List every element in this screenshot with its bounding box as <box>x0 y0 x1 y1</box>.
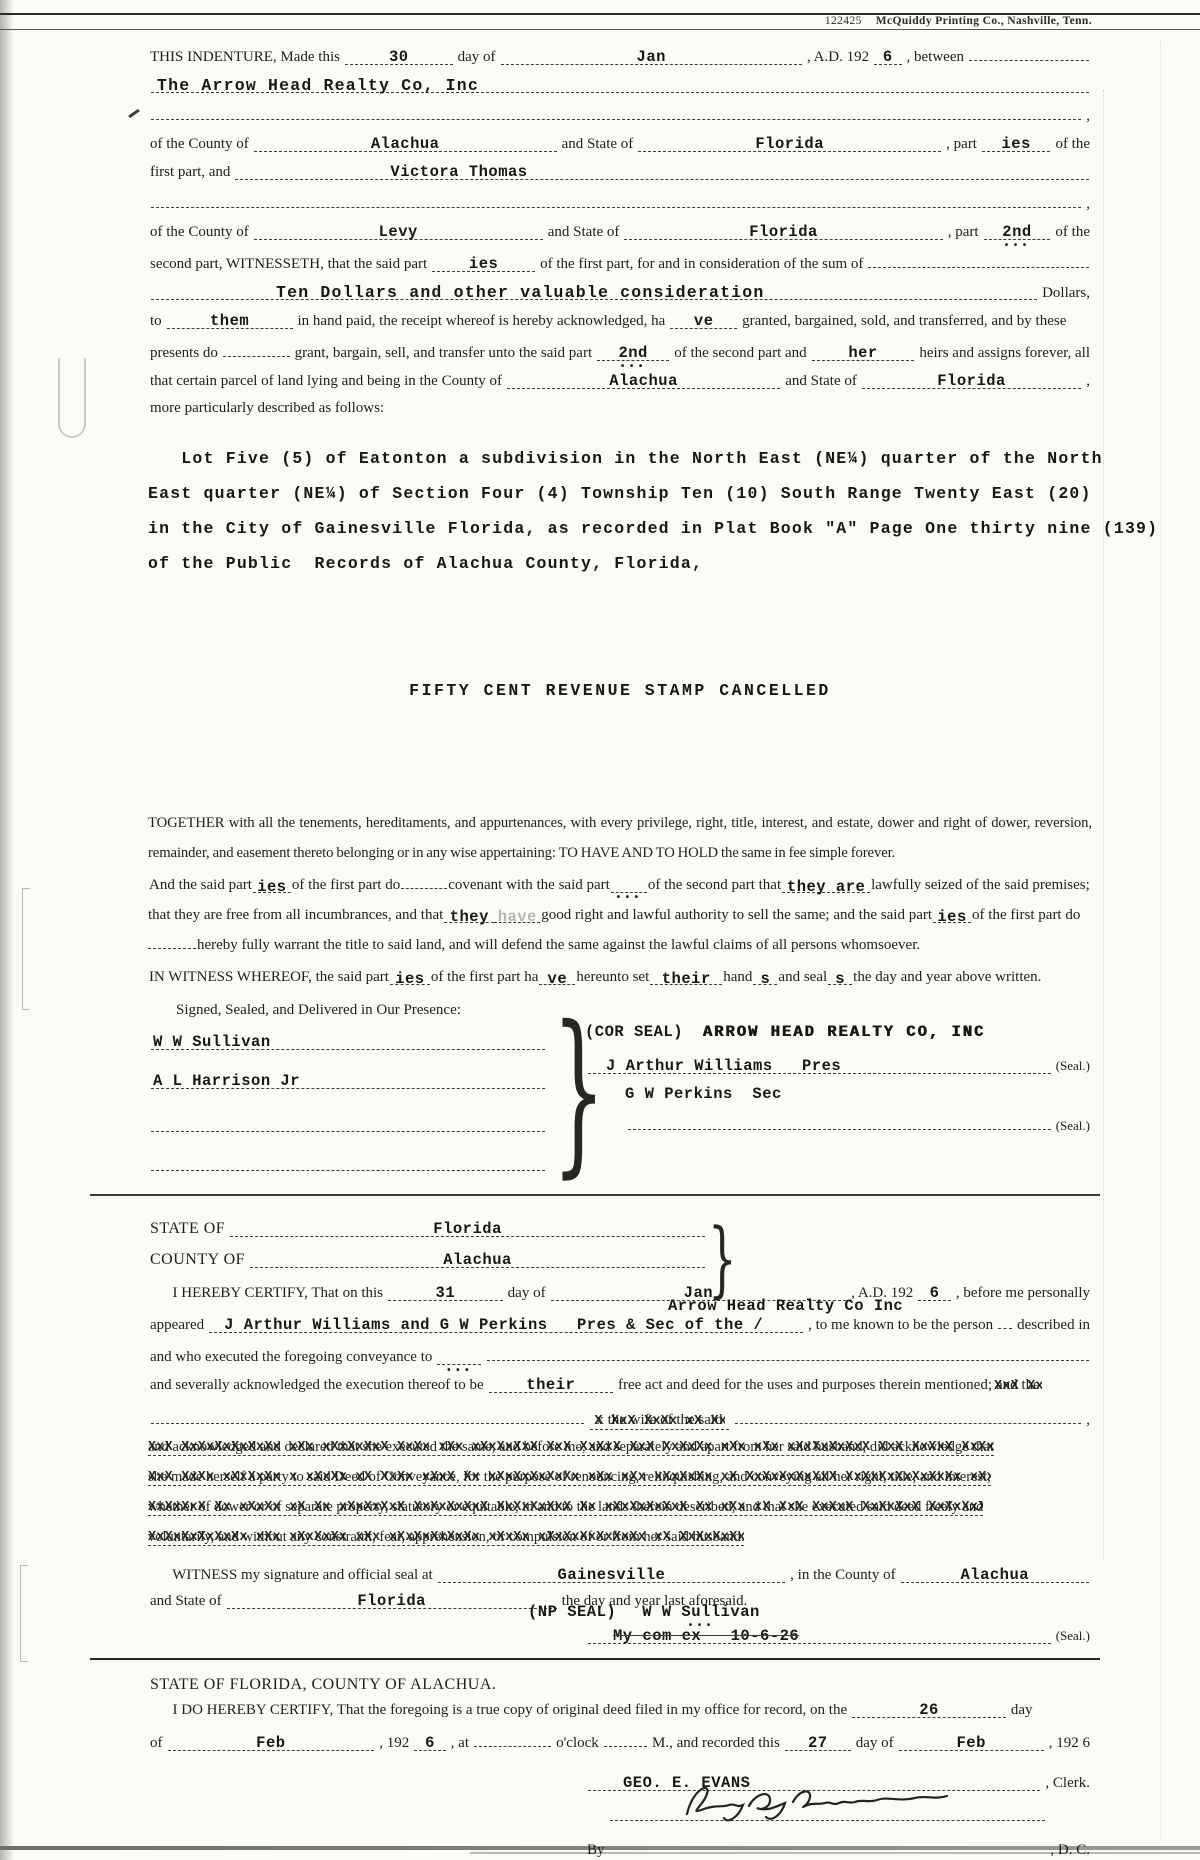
fill-line <box>588 1057 1051 1074</box>
printed-text: covenant with the said part <box>448 877 610 893</box>
indenture-form-section <box>148 44 1092 417</box>
typed-entry: their <box>526 1376 576 1394</box>
typed-entry: they <box>449 908 489 926</box>
typed-entry: them <box>209 312 250 330</box>
printed-text: and State of <box>785 373 857 389</box>
typed-entry: Jan <box>683 1284 714 1302</box>
printed-text: , part <box>947 224 979 240</box>
struck-line <box>148 1439 1092 1460</box>
typed-entry: s <box>760 970 771 988</box>
fill-line <box>235 163 1089 180</box>
description-line: East quarter (NE¼) of Section Four (4) Township Ten (10) South Range Twenty East (20) <box>148 484 1092 503</box>
struck-text: x the wife of the said X XxX XxXx xX XxX XxXx <box>594 1412 724 1429</box>
printed-text: of the County of <box>150 136 249 152</box>
typed-entry: ies <box>395 970 425 988</box>
printed-text: I HEREBY CERTIFY, That on this <box>150 1285 383 1301</box>
fill-line <box>494 908 540 926</box>
printed-text: , 192 6 <box>1048 1735 1090 1751</box>
fill-line <box>933 908 971 926</box>
typed-entry: ies <box>257 878 287 896</box>
fill-line <box>209 1316 803 1333</box>
fill-line <box>151 103 1081 120</box>
form-line <box>148 191 1092 213</box>
typed-entry: (NP SEAL) <box>528 1603 617 1621</box>
printed-text: Dollars, <box>1042 285 1090 301</box>
typed-entry: W W Sullivan ••• <box>642 1604 760 1621</box>
notary-seal-section <box>148 1566 1092 1644</box>
printer-mark <box>825 15 1092 27</box>
printed-text: the day and year last aforesaid. <box>561 1593 748 1609</box>
section-divider-heavy <box>90 1658 1100 1660</box>
printed-text: hereby fully warrant the title to said land, and will defend the same against the lawful claims of all persons whomsoever. <box>197 937 921 953</box>
form-line <box>148 1220 708 1237</box>
description-line: of the Public Records of Alachua County, Florida, <box>148 554 704 573</box>
typed-entry: their <box>661 970 711 988</box>
typed-entry: s <box>835 970 846 988</box>
struck-out-dower-clause <box>148 1439 1092 1550</box>
printed-text: , to me known to be the person <box>808 1317 994 1333</box>
property-description <box>148 441 1159 581</box>
typed-entry: Florida <box>749 223 818 241</box>
typed-entry: 31 <box>435 1284 456 1302</box>
printed-text: grant, bargain, sell, and transfer unto the said part <box>294 345 593 361</box>
scan-artifact-bracket <box>20 1565 28 1662</box>
printed-text: presents do <box>150 345 218 361</box>
typed-entry: (COR SEAL) <box>585 1023 703 1041</box>
printed-text: the day and year above written. <box>853 969 1042 985</box>
fill-line <box>735 1407 1082 1424</box>
typed-entry: The Arrow Head Realty Co, Inc <box>157 76 479 95</box>
fill-line <box>437 1348 481 1365</box>
revenue-stamp-note <box>148 681 1092 700</box>
typed-entry: 6 <box>882 48 893 66</box>
description-line: Lot Five (5) of Eatonton a subdivision in the North East (NE¼) quarter of the North <box>148 449 1103 468</box>
fill-line <box>862 372 1081 389</box>
fill-line <box>432 255 535 272</box>
form-line <box>148 223 1092 241</box>
notary-venue-lines <box>148 1220 708 1268</box>
printed-text: and State of <box>561 136 634 152</box>
printed-text: STATE OF <box>150 1220 226 1237</box>
description-line: in the City of Gainesville Florida, as recorded in Plat Book "A" Page One thirty nine (139) <box>148 519 1159 538</box>
struck-line <box>148 1499 1092 1520</box>
fill-line <box>899 1734 1044 1751</box>
typed-entry: Florida <box>755 135 825 153</box>
printed-text: granted, bargained, sold, and transferred, and by these <box>742 313 1067 329</box>
fill-line <box>254 223 543 240</box>
printed-text: of the first part, for and in consideration of the sum of <box>540 256 864 272</box>
typed-entry: Florida <box>357 1592 426 1610</box>
typed-entry: Alachua <box>960 1566 1030 1584</box>
fill-line <box>812 344 915 361</box>
printed-text: WITNESS my signature and official seal at <box>150 1567 433 1583</box>
typed-entry: ARROW HEAD REALTY CO, INC <box>702 1023 986 1041</box>
typed-entry: her <box>848 344 878 362</box>
printed-text: of the <box>1055 136 1091 152</box>
form-line <box>148 1676 1092 1693</box>
printed-text: , in the County of <box>790 1567 896 1583</box>
typed-entry: Feb <box>256 1734 286 1752</box>
section-divider <box>90 1194 1100 1196</box>
typed-entry: G W Perkins Sec <box>625 1085 782 1103</box>
typed-entry: Alachua <box>370 135 440 153</box>
form-line <box>148 1072 548 1089</box>
printed-text: first part, and <box>150 164 231 180</box>
fill-line <box>610 1804 1046 1821</box>
typed-entry: Florida <box>433 1220 502 1238</box>
fill-line <box>388 1284 503 1301</box>
typed-entry: ve <box>547 970 568 988</box>
brace-glyph: } <box>708 1212 737 1307</box>
form-line <box>585 1113 1092 1134</box>
printed-text: and severally acknowledged the execution thereof to be <box>150 1377 484 1393</box>
fill-line <box>868 251 1089 268</box>
form-line <box>148 1033 548 1050</box>
printed-text: more particularly described as follows: <box>150 400 385 416</box>
form-line <box>148 1627 1092 1644</box>
form-line <box>148 1154 548 1171</box>
printed-text: of the <box>1055 224 1090 240</box>
fill-line <box>253 878 291 896</box>
printed-text: free act and deed for the uses and purposes therein mentioned; <box>617 1377 993 1393</box>
typed-entry: Alachua <box>443 1251 512 1269</box>
printed-text: M., and recorded this <box>651 1735 780 1751</box>
printed-text: , <box>1086 1412 1090 1428</box>
form-line <box>585 1024 1092 1041</box>
fill-line <box>148 948 196 949</box>
fill-line <box>670 312 737 329</box>
printed-text: second part, WITNESSETH, that the said part <box>150 256 428 272</box>
witness-whereof-paragraph <box>148 962 1092 992</box>
fill-line <box>984 223 1051 240</box>
fill-line <box>590 1413 728 1430</box>
fill-line <box>254 135 557 152</box>
typed-entry: ve <box>693 312 714 330</box>
typed-entry: Alachua <box>609 372 678 390</box>
witness-signature-lines <box>148 1033 548 1171</box>
typed-entry: 30 <box>388 48 409 66</box>
typed-entry: W W Sullivan <box>153 1033 271 1051</box>
fill-line <box>223 340 290 357</box>
typed-entry: 2nd ••• <box>1002 224 1031 241</box>
brace-glyph: } <box>552 988 606 1194</box>
printed-text: day <box>1010 1702 1033 1718</box>
form-line <box>148 44 1092 66</box>
printed-text: in hand paid, the receipt whereof is hereby acknowledged, ha <box>297 313 666 329</box>
fill-line <box>227 1592 557 1609</box>
struck-line <box>148 1529 1092 1550</box>
typed-entry: Feb <box>956 1734 986 1752</box>
printed-text: appeared <box>150 1317 205 1333</box>
struck-text: and the XxX XxX <box>994 1377 1042 1394</box>
printed-text: By <box>587 1842 605 1858</box>
form-line <box>148 135 1092 153</box>
grantor-signature-lines <box>585 1024 1092 1134</box>
typed-entry: ies <box>1001 135 1031 153</box>
form-line <box>148 1376 1092 1394</box>
typed-entry: J Arthur Williams and G W Perkins Pres & Sec of the / <box>224 1316 764 1334</box>
printer-name: McQuiddy Printing Co., Nashville, Tenn. <box>875 15 1092 27</box>
printed-text: good right and lawful authority to sell the same; and the said part <box>541 907 933 923</box>
fill-line <box>474 1730 551 1747</box>
printed-text: day of <box>507 1285 546 1301</box>
fill-line <box>151 1407 584 1424</box>
typed-entry: have <box>497 908 537 926</box>
printed-text: and seal <box>778 969 828 985</box>
fill-line <box>874 48 901 65</box>
scan-artifact-clip-mark <box>58 358 86 438</box>
typed-entry: 6 <box>425 1734 435 1752</box>
form-line <box>148 251 1092 273</box>
signature-block <box>148 988 1092 1194</box>
printed-text: heirs and assigns forever, all <box>919 345 1090 361</box>
form-line <box>148 1115 548 1132</box>
clerk-certificate-section <box>148 1676 1092 1859</box>
printed-text: of the County of <box>150 224 249 240</box>
typed-entry: Victora Thomas <box>390 163 528 181</box>
fill-line <box>539 970 575 988</box>
typed-entry: J Arthur Williams Pres <box>606 1057 842 1075</box>
fill-line <box>438 1566 785 1583</box>
fill-line <box>444 908 494 926</box>
printed-text: (Seal.) <box>1055 1628 1090 1643</box>
printed-text: , <box>1086 108 1090 124</box>
witness-heading: Signed, Sealed, and Delivered in Our Presence: <box>176 1002 461 1018</box>
fill-line <box>487 1344 1089 1361</box>
fill-line <box>638 135 941 152</box>
fill-line <box>230 1220 705 1237</box>
form-line <box>148 163 1092 181</box>
printed-text: , before me personally <box>955 1285 1090 1301</box>
form-line <box>148 1344 1092 1366</box>
printed-text: IN WITNESS WHEREOF, the said part <box>149 969 389 985</box>
scan-artifact-fold-line <box>1103 90 1104 1560</box>
fill-line <box>414 1734 445 1751</box>
fill-line <box>151 191 1081 208</box>
printed-text: , Clerk. <box>1045 1775 1090 1791</box>
form-line <box>148 1804 1092 1859</box>
printed-text: , A.D. 192 <box>806 49 870 65</box>
form-line <box>148 1284 1092 1302</box>
printed-text: STATE OF FLORIDA, COUNTY OF ALACHUA. <box>150 1676 497 1693</box>
printed-text: of the second part and <box>674 345 807 361</box>
fill-line <box>650 970 722 988</box>
fill-line <box>151 76 1089 93</box>
printed-text: of the second part that <box>647 877 782 893</box>
typed-entry: 27 <box>808 1734 828 1752</box>
scan-artifact-bracket <box>22 888 30 1010</box>
form-line <box>148 1566 1092 1584</box>
fill-line <box>628 1113 1051 1130</box>
fill-line <box>151 1115 545 1132</box>
typed-entry: ies <box>468 255 499 273</box>
fill-line <box>168 1734 375 1751</box>
printed-text: , between <box>906 49 964 65</box>
fill-line <box>611 878 647 893</box>
printed-text: day of <box>855 1735 894 1751</box>
typed-entry: they are <box>786 878 866 896</box>
typed-entry <box>454 1349 464 1366</box>
deputy-clerk-signature <box>677 1778 977 1824</box>
fill-line <box>151 1154 545 1171</box>
printed-text: And the said part <box>149 877 252 893</box>
typed-entry: Levy <box>378 223 418 241</box>
printed-text: , at <box>450 1735 469 1751</box>
fill-line <box>624 223 942 240</box>
fill-line <box>588 1627 1051 1644</box>
typed-entry: ies <box>937 908 967 926</box>
form-line <box>148 1701 1092 1719</box>
fill-line <box>828 970 852 988</box>
printed-text: of the first part ha <box>430 969 539 985</box>
fill-line <box>501 48 802 65</box>
typed-entry: Ten Dollars and other valuable consideration <box>276 283 765 302</box>
printed-text: and State of <box>547 224 620 240</box>
grantor-signature-column <box>585 1014 1092 1134</box>
form-line <box>148 76 1092 93</box>
fill-line <box>785 1734 851 1751</box>
fill-line <box>782 878 870 896</box>
scan-artifact-pen-tick <box>128 109 140 118</box>
printed-text: (Seal.) <box>1055 1118 1090 1133</box>
printed-text: I DO HEREBY CERTIFY, That the foregoing is a true copy of original deed filed in my office for record, on the <box>150 1702 848 1718</box>
printed-text: and who executed the foregoing conveyance to <box>150 1349 433 1365</box>
printed-text: that certain parcel of land lying and being in the County of <box>150 373 502 389</box>
form-line <box>585 1086 1092 1103</box>
typed-entry: 26 <box>919 1701 939 1719</box>
fill-line <box>345 48 453 65</box>
typed-entry <box>624 878 634 896</box>
habendum-paragraph: TOGETHER with all the tenements, hereditaments, and appurtenances, with every privilege, right, title, interest, and estate, dower and right of dower, reversion, remainder, and easement thereto belonging or in any wise appertaining: TO HAVE AND TO HOLD the same in fee simple forever. <box>148 815 1092 861</box>
fill-line <box>250 1251 705 1268</box>
form-line <box>148 1730 1092 1752</box>
fill-line <box>918 1284 951 1301</box>
printed-text: hereunto set <box>576 969 650 985</box>
struck-text: and acknowledged and declared that she executed the same, and before me, and separately and apart from her said husband, did acknowledge that XxX XxXxXxXxXxXx xXx xXxXxXxX XxXx xXx xXxXxXxX XxX XxXxX XxX XxXxXx xXx xXx xXxXxXxXxX XxX XxXxX XxXx xXx xXxX XxXxXxXx xXx xXxXxXxXxXx xXxX <box>148 1439 994 1456</box>
printed-text: , part <box>946 136 977 152</box>
fill-line <box>753 970 777 988</box>
form-line <box>585 1057 1092 1074</box>
fill-line <box>151 1033 545 1050</box>
typed-entry: GEO. E. EVANS <box>623 1774 751 1792</box>
fill-line <box>998 1312 1012 1329</box>
form-line <box>148 103 1092 125</box>
witness-column <box>148 1002 548 1171</box>
printed-text: to <box>150 313 162 329</box>
struck-text: voluntarily, and without any constraint, fear, apprehension, or compulsion of or from her said husband. XxXxXxXxXxXx xXx xXxXxXx xXx xXxXxXxXxXx xXxXx xXxXxXxXxXxXx xX XxXxXxXxXx xX Xx xXxX XxX XxXx xXxXxXxX <box>148 1529 744 1546</box>
typed-entry: My com ex 10-6-26 <box>613 1627 800 1645</box>
fill-line <box>489 1376 613 1393</box>
typed-entry: Jan <box>636 48 666 66</box>
fill-line <box>151 1072 545 1089</box>
typed-entry: Arrow Head Realty Co Inc <box>668 1297 904 1315</box>
fill-line <box>151 283 1037 300</box>
typed-entry: 2nd ••• <box>618 345 647 362</box>
printed-text: THIS INDENTURE, Made this <box>150 49 340 65</box>
form-line <box>148 1312 1092 1334</box>
form-line <box>148 1251 708 1268</box>
printed-text: (Seal.) <box>1055 1058 1090 1073</box>
fill-line <box>604 1730 647 1747</box>
fill-line <box>901 1566 1089 1583</box>
printed-text: COUNTY OF <box>150 1251 246 1268</box>
printed-text: , <box>1086 373 1090 389</box>
covenant-paragraph <box>148 870 1092 960</box>
printed-text: lawfully seized of the said premises; that they are free from all incumbrances, and that <box>148 877 1090 923</box>
fill-line <box>969 44 1089 61</box>
fill-line <box>852 1701 1006 1718</box>
typed-entry: 6 <box>929 1284 940 1302</box>
struck-text: she made herself a party to said Deed of Conveyance, for the purpose of renouncing, relinquishing, and conveying all her right, title, and interest, XxX XxXx xXxXxXx x xXxXx xX XxXx xXxX Xx xXxXxXxXxXx xXx xXx xXxXxXx xX XxXxXxXxXxX XxXxXxXxXxXxXx xXx xXxXxXxXx xXx xXx xXxXxX XxXxXx xXx xXxXxXxXx <box>148 1469 991 1486</box>
fill-line <box>390 970 430 988</box>
printed-text: , A.D. 192 <box>851 1285 914 1301</box>
fill-line <box>401 888 447 889</box>
fill-line <box>982 135 1050 152</box>
printer-number: 122425 <box>824 15 862 27</box>
typed-entry: A L Harrison Jr <box>153 1072 301 1090</box>
revenue-stamp-text: FIFTY CENT REVENUE STAMP CANCELLED <box>409 681 831 700</box>
printed-text: described in <box>1017 1317 1090 1333</box>
printed-text: , D. C. <box>1050 1842 1090 1858</box>
printed-text: , 192 <box>379 1735 410 1751</box>
printed-text: o'clock <box>556 1735 599 1751</box>
struck-line <box>148 1469 1092 1490</box>
form-line <box>148 312 1092 330</box>
document-content <box>148 30 1159 1859</box>
form-line <box>148 1407 1092 1430</box>
struck-text: whether of dower or of separate property, statutory or equitable, in and to the lands therein described, and that she executed said deed freely and XxXxXxX Xx xXxXx xX Xx xXxXxXxX XxXxXxXxX XxXxXxXxX Xx xXxXxXxXxX Xx xXx xX XxX XxXxX XxXxXxX XxXxXxXxXx xXx xXxX XxX XxXxXxXx xXxX XxXx xXxXxX XxX <box>148 1499 983 1516</box>
printed-text: of the first part do <box>972 907 1081 923</box>
fill-line <box>167 312 293 329</box>
form-line <box>148 400 1092 417</box>
form-line <box>148 340 1092 362</box>
scan-artifact-fold-line <box>1160 40 1161 1840</box>
typed-entry: Florida <box>937 372 1006 390</box>
form-line <box>148 283 1092 302</box>
printed-text: , <box>1086 196 1090 212</box>
printed-text: day of <box>457 49 496 65</box>
printed-text: hand <box>723 969 753 985</box>
fill-line <box>597 344 669 361</box>
printed-text: of the first part do <box>291 877 401 893</box>
typed-entry: Gainesville <box>557 1566 666 1584</box>
notary-certificate-section <box>148 1284 1092 1430</box>
printed-text: and State of <box>150 1593 222 1609</box>
printed-text: of <box>150 1735 163 1751</box>
